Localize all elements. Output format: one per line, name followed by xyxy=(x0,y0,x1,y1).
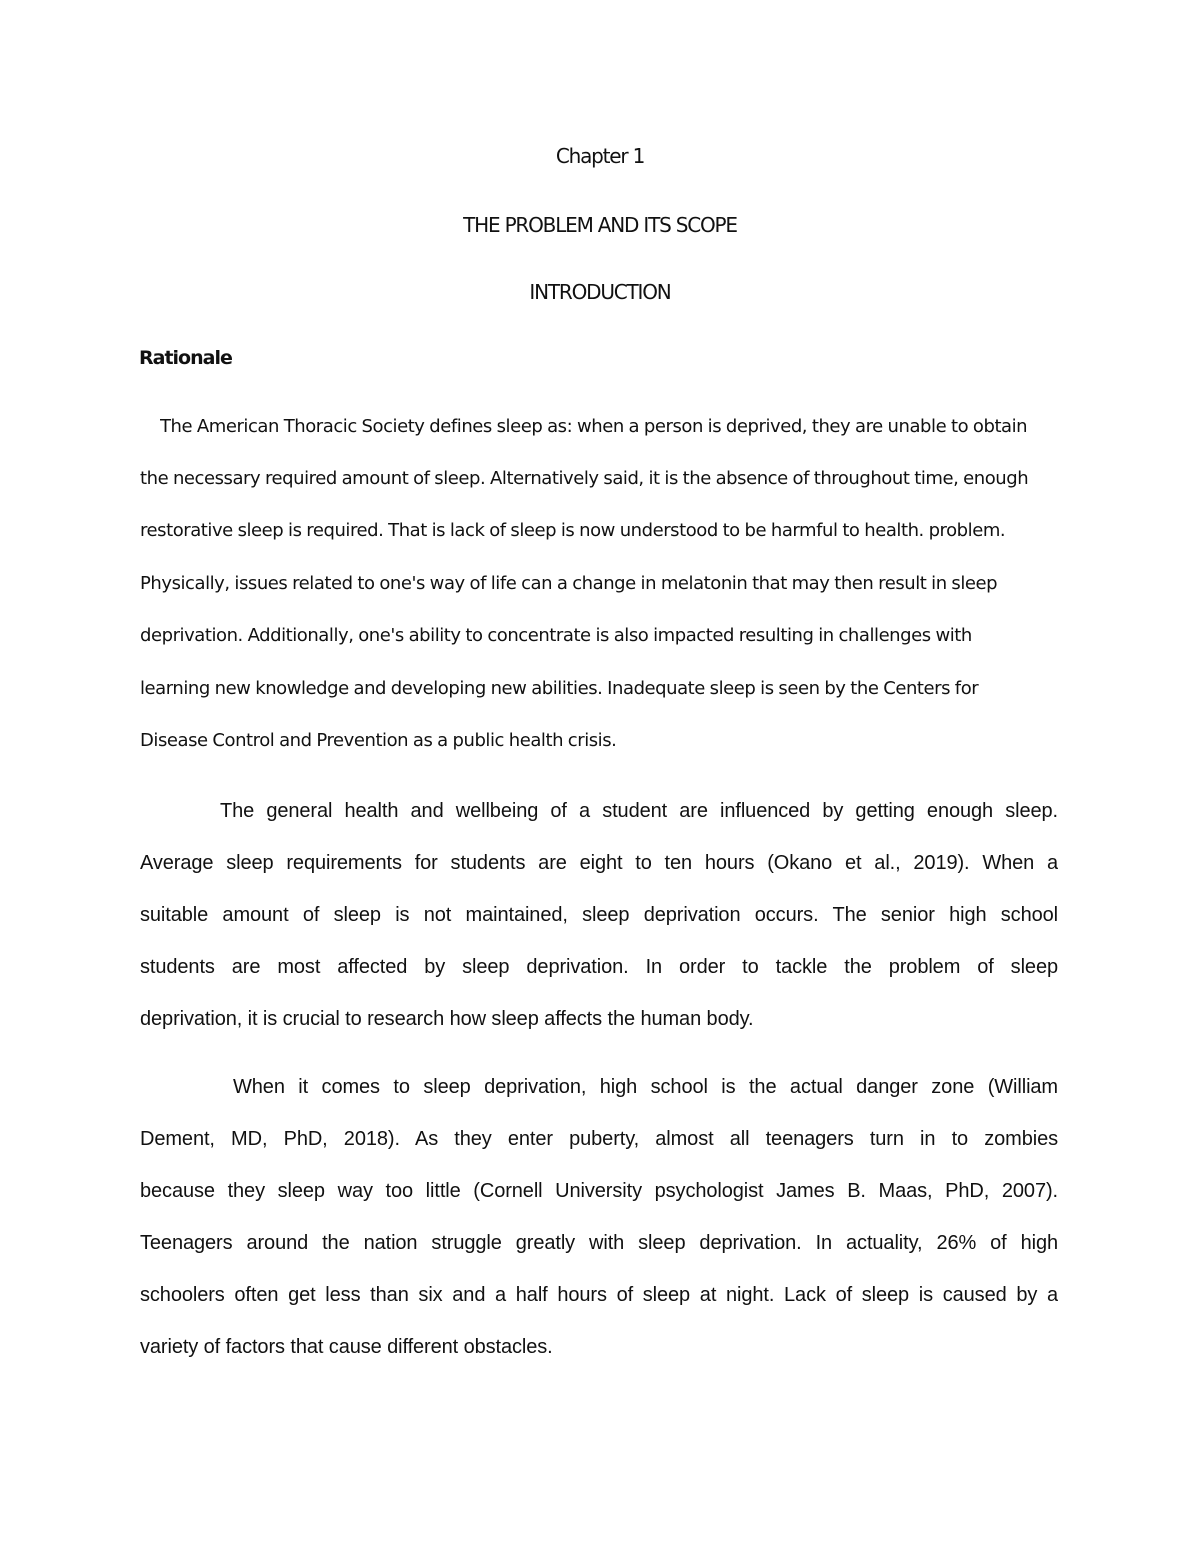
paragraph-line: Physically, issues related to one's way of life can a change in melatonin that may then result in sleep xyxy=(140,573,998,594)
paragraph-line: schoolers often get less than six and a half hours of sleep at night. Lack of sleep is caused by a xyxy=(140,1284,1058,1306)
paragraph-line: When it comes to sleep deprivation, high school is the actual danger zone (William xyxy=(233,1076,1058,1098)
chapter-title: THE PROBLEM AND ITS SCOPE xyxy=(463,213,737,237)
section-heading: INTRODUCTION xyxy=(529,280,671,304)
paragraph-line: The American Thoracic Society defines sleep as: when a person is deprived, they are unable to obtain xyxy=(160,416,1028,437)
paragraph-line: restorative sleep is required. That is lack of sleep is now understood to be harmful to health. problem. xyxy=(140,520,1006,541)
chapter-heading: Chapter 1 xyxy=(555,144,645,168)
paragraph-line: suitable amount of sleep is not maintained, sleep deprivation occurs. The senior high school xyxy=(140,904,1058,926)
paragraph-line: Teenagers around the nation struggle greatly with sleep deprivation. In actuality, 26% of high xyxy=(140,1232,1058,1254)
paragraph-line: variety of factors that cause different obstacles. xyxy=(140,1336,553,1358)
paragraph-line: Disease Control and Prevention as a public health crisis. xyxy=(140,730,617,751)
paragraph-line: Average sleep requirements for students are eight to ten hours (Okano et al., 2019). When a xyxy=(140,852,1058,874)
paragraph-line: The general health and wellbeing of a student are influenced by getting enough sleep. xyxy=(220,800,1058,822)
paragraph-line: because they sleep way too little (Cornell University psychologist James B. Maas, PhD, 2007). xyxy=(140,1180,1058,1202)
subsection-heading: Rationale xyxy=(139,347,232,369)
paragraph-line: Dement, MD, PhD, 2018). As they enter puberty, almost all teenagers turn in to zombies xyxy=(140,1128,1058,1150)
paragraph-line: learning new knowledge and developing new abilities. Inadequate sleep is seen by the Centers for xyxy=(140,678,979,699)
paragraph-line: deprivation. Additionally, one's ability to concentrate is also impacted resulting in challenges with xyxy=(140,625,972,646)
paragraph-line: deprivation, it is crucial to research how sleep affects the human body. xyxy=(140,1008,754,1030)
paragraph-line: students are most affected by sleep deprivation. In order to tackle the problem of sleep xyxy=(140,956,1058,978)
paragraph-line: the necessary required amount of sleep. Alternatively said, it is the absence of throughout time, enough xyxy=(140,468,1029,489)
